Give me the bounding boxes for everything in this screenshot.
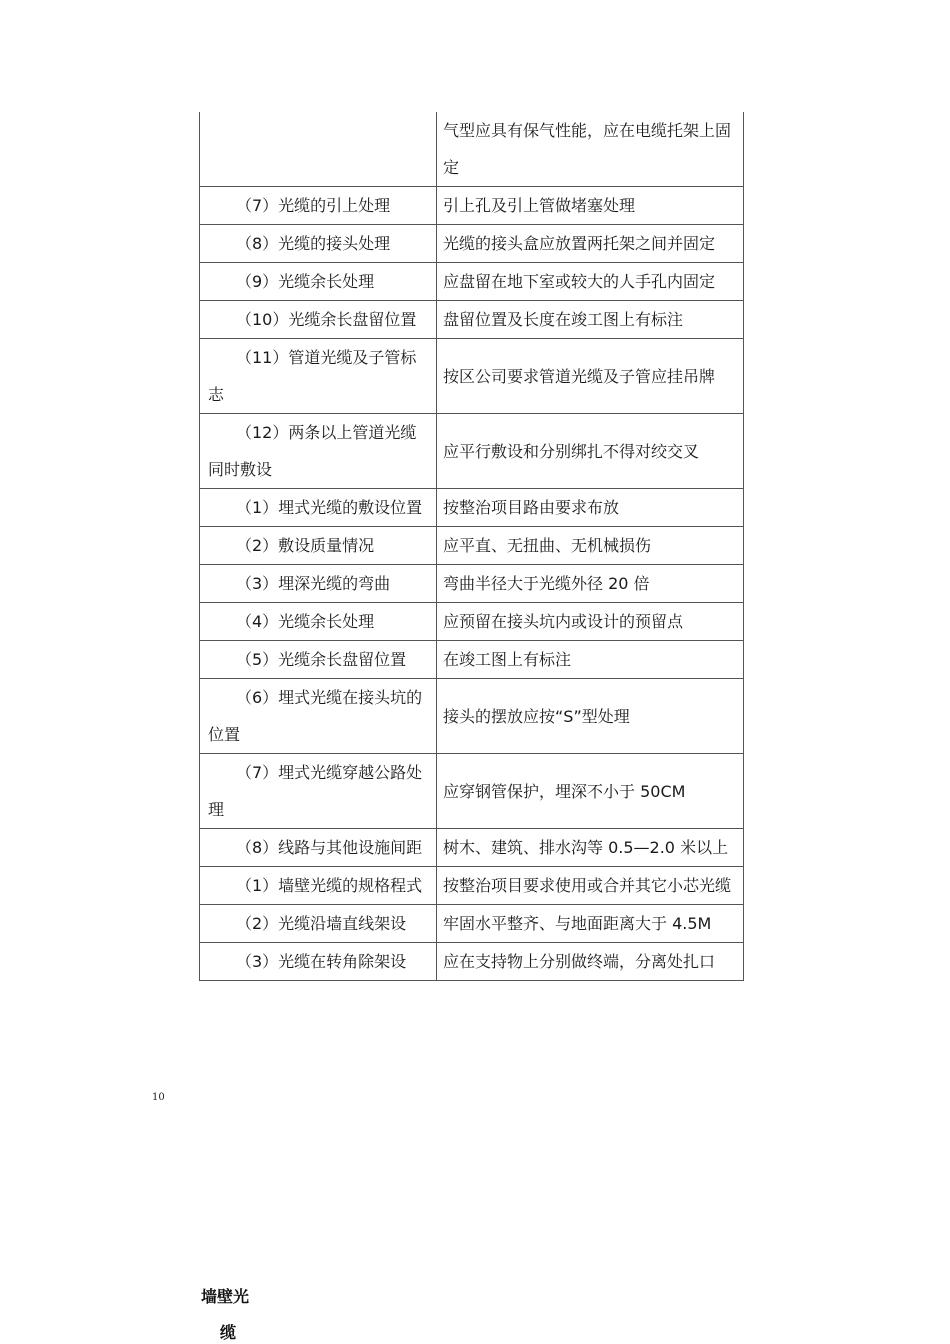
item-cell: （7）埋式光缆穿越公路处理: [200, 754, 437, 829]
item-cell: [200, 112, 437, 187]
requirement-cell: 应预留在接头坑内或设计的预留点: [437, 603, 744, 641]
table-row: [200, 565, 744, 603]
table-row: [200, 829, 744, 867]
table-row: [200, 112, 744, 187]
requirement-cell: 气型应具有保气性能，应在电缆托架上固定: [437, 112, 744, 187]
table-row: [200, 641, 744, 679]
item-cell: （3）埋深光缆的弯曲: [200, 565, 437, 603]
requirement-cell: 光缆的接头盒应放置两托架之间并固定: [437, 225, 744, 263]
table-row: [200, 301, 744, 339]
requirement-cell: 应平行敷设和分别绑扎不得对绞交叉: [437, 414, 744, 489]
requirement-cell: 应穿钢管保护，埋深不小于 50CM: [437, 754, 744, 829]
inspection-table: [199, 112, 744, 981]
requirement-cell: 树木、建筑、排水沟等 0.5—2.0 米以上: [437, 829, 744, 867]
section-label-line2: 缆: [220, 1323, 237, 1342]
item-cell: （1）埋式光缆的敷设位置: [200, 489, 437, 527]
table-row: [200, 414, 744, 489]
item-cell: （9）光缆余长处理: [200, 263, 437, 301]
table-row: [200, 489, 744, 527]
item-cell: （7）光缆的引上处理: [200, 187, 437, 225]
requirement-cell: 牢固水平整齐、与地面距离大于 4.5M: [437, 905, 744, 943]
section-label-line1: 墙壁光: [201, 1287, 250, 1306]
table-row: [200, 339, 744, 414]
requirement-cell: 按区公司要求管道光缆及子管应挂吊牌: [437, 339, 744, 414]
requirement-cell: 应在支持物上分别做终端，分离处扎口: [437, 943, 744, 981]
requirement-cell: 按整治项目路由要求布放: [437, 489, 744, 527]
item-cell: （10）光缆余长盘留位置: [200, 301, 437, 339]
table-row: [200, 263, 744, 301]
table-row: [200, 603, 744, 641]
requirement-cell: 应盘留在地下室或较大的人手孔内固定: [437, 263, 744, 301]
item-cell: （6）埋式光缆在接头坑的位置: [200, 679, 437, 754]
item-cell: （1）墙壁光缆的规格程式: [200, 867, 437, 905]
requirement-cell: 盘留位置及长度在竣工图上有标注: [437, 301, 744, 339]
table-row: [200, 527, 744, 565]
requirement-cell: 接头的摆放应按“S”型处理: [437, 679, 744, 754]
table-row: [200, 867, 744, 905]
requirement-cell: 应平直、无扭曲、无机械损伤: [437, 527, 744, 565]
item-cell: （8）线路与其他设施间距: [200, 829, 437, 867]
table-row: [200, 905, 744, 943]
table-row: [200, 187, 744, 225]
requirement-cell: 按整治项目要求使用或合并其它小芯光缆: [437, 867, 744, 905]
item-cell: （3）光缆在转角除架设: [200, 943, 437, 981]
item-cell: （12）两条以上管道光缆同时敷设: [200, 414, 437, 489]
item-cell: （2）光缆沿墙直线架设: [200, 905, 437, 943]
page-number: 10: [152, 1092, 165, 1103]
item-cell: （8）光缆的接头处理: [200, 225, 437, 263]
table-row: [200, 943, 744, 981]
requirement-cell: 引上孔及引上管做堵塞处理: [437, 187, 744, 225]
item-cell: （2）敷设质量情况: [200, 527, 437, 565]
requirement-cell: 弯曲半径大于光缆外径 20 倍: [437, 565, 744, 603]
item-cell: （4）光缆余长处理: [200, 603, 437, 641]
item-cell: （11）管道光缆及子管标志: [200, 339, 437, 414]
table-row: [200, 225, 744, 263]
table-row: [200, 754, 744, 829]
item-cell: （5）光缆余长盘留位置: [200, 641, 437, 679]
table-row: [200, 679, 744, 754]
requirement-cell: 在竣工图上有标注: [437, 641, 744, 679]
